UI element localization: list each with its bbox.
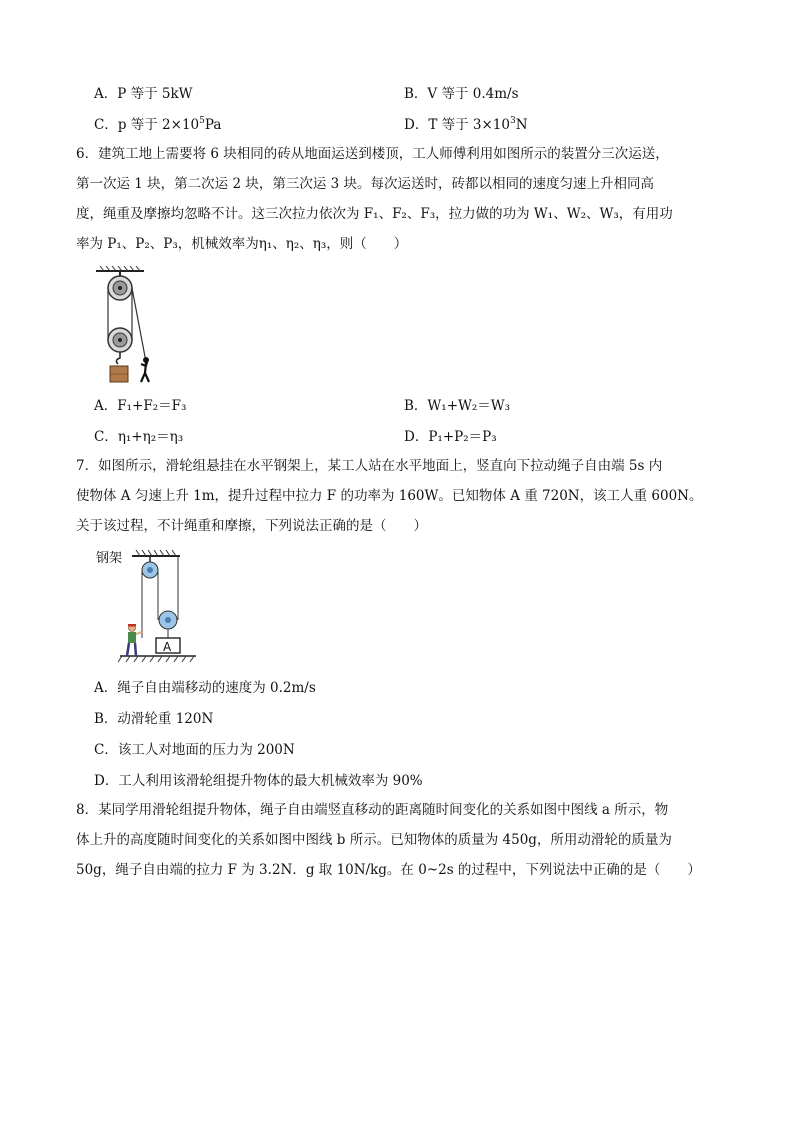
q7-option-c[interactable]: C．该工人对地面的压力为 200N (94, 742, 295, 758)
q5-option-c-exp: 5 (199, 116, 205, 126)
q8-stem-line-2: 体上升的高度随时间变化的关系如图中图线 b 所示。已知物体的质量为 450g，所用动滑轮的质量为 (76, 832, 672, 848)
q6-option-b[interactable]: B．W₁+W₂＝W₃ (404, 398, 511, 414)
q6-stem-line-2: 第一次运 1 块，第二次运 2 块，第三次运 3 块。每次运送时，砖都以相同的速度匀速上升相同高 (76, 176, 655, 192)
q7-pulley-figure (92, 546, 212, 664)
q6-option-c[interactable]: C．η₁+η₂＝η₃ (94, 429, 184, 445)
q5-option-c-unit: Pa (204, 117, 222, 133)
q7-stem-line-3: 关于该过程，不计绳重和摩擦，下列说法正确的是（ ） (76, 518, 427, 534)
q5-option-d-unit: N (515, 117, 528, 133)
q6-stem-line-4: 率为 P₁、P₂、P₃，机械效率为η₁、η₂、η₃，则（ ） (76, 236, 408, 252)
q8-stem-line-3: 50g，绳子自由端的拉力 F 为 3.2N．g 取 10N/kg。在 0~2s 的过程中，下列说法中正确的是（ ） (76, 862, 701, 878)
q5-option-b[interactable]: B．V 等于 0.4m/s (404, 86, 519, 102)
q8-stem-line-1: 8．某同学用滑轮组提升物体，绳子自由端竖直移动的距离随时间变化的关系如图中图线 a 所示，物 (76, 802, 669, 818)
q5-option-c-text: C．p 等于 2×10 (94, 117, 200, 133)
q7-option-a[interactable]: A．绳子自由端移动的速度为 0.2m/s (94, 680, 316, 696)
q5-option-d[interactable] (404, 113, 528, 133)
q6-stem-line-1: 6．建筑工地上需要将 6 块相同的砖从地面运送到楼顶，工人师傅利用如图所示的装置分三次运送， (76, 146, 669, 162)
q5-option-c[interactable] (94, 113, 221, 133)
q7-stem-line-1: 7．如图所示，滑轮组悬挂在水平钢架上，某工人站在水平地面上，竖直向下拉动绳子自由端 5s 内 (76, 458, 663, 474)
q5-option-d-exp: 3 (510, 116, 516, 126)
q7-option-d[interactable]: D．工人利用该滑轮组提升物体的最大机械效率为 90% (94, 773, 423, 789)
q6-option-a[interactable]: A．F₁+F₂＝F₃ (94, 398, 187, 414)
q7-option-b[interactable]: B．动滑轮重 120N (94, 711, 214, 727)
q5-option-a[interactable]: A．P 等于 5kW (94, 86, 193, 102)
q7-object-label: A (163, 640, 172, 654)
q6-pulley-figure (94, 266, 160, 386)
q6-stem-line-3: 度，绳重及摩擦均忽略不计。这三次拉力依次为 F₁、F₂、F₃，拉力做的功为 W₁、W₂、W₃，有用功 (76, 206, 673, 222)
q6-option-d[interactable]: D．P₁+P₂＝P₃ (404, 429, 497, 445)
q7-stem-line-2: 使物体 A 匀速上升 1m，提升过程中拉力 F 的功率为 160W。已知物体 A 重 720N，该工人重 600N。 (76, 488, 703, 504)
q5-option-d-text: D．T 等于 3×10 (404, 117, 510, 133)
q7-frame-label: 钢架 (96, 551, 123, 566)
